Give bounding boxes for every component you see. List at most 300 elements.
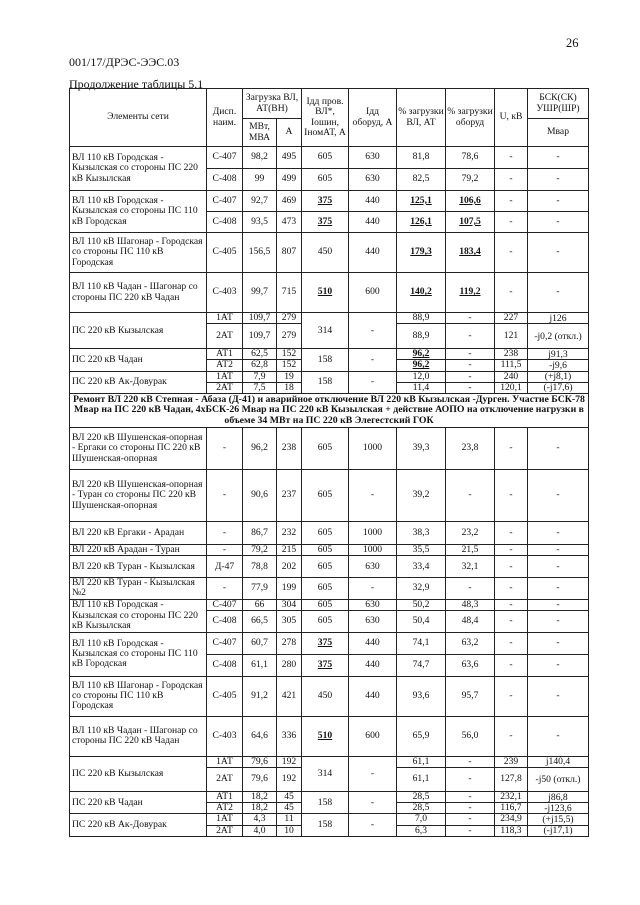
u-cell: - [495, 233, 528, 273]
disp-cell: 2АТ [207, 382, 243, 393]
pct-line-cell: 140,2 [397, 273, 446, 313]
u-cell: - [495, 428, 528, 470]
header-pct-equip: % загрузки оборуд [446, 89, 495, 147]
pct-line-cell: 82,5 [397, 169, 446, 191]
pct-equip-cell: 107,5 [446, 212, 495, 233]
mvar-cell: (+j15,5) [528, 814, 589, 825]
idd-equip-cell: 630 [349, 556, 397, 578]
table-row [70, 273, 589, 313]
load-a-cell: 215 [277, 545, 302, 556]
load-mw-cell: 109,7 [243, 313, 277, 324]
idd-line-cell: 510 [302, 273, 349, 313]
pct-line-cell: 96,2 [397, 360, 446, 371]
mvar-cell: - [528, 273, 589, 313]
mvar-cell: - [528, 233, 589, 273]
load-mw-cell: 98,2 [243, 147, 277, 169]
load-a-cell: 192 [277, 768, 302, 792]
load-a-cell: 238 [277, 428, 302, 470]
substation-name: ПС 220 кВ Ак-Довурак [70, 814, 207, 836]
u-cell: 232,1 [495, 792, 528, 803]
pct-equip-cell: 56,0 [446, 716, 495, 756]
idd-line-cell: 450 [302, 676, 349, 716]
pct-equip-cell: 63,2 [446, 632, 495, 654]
idd-line-cell: 375 [302, 632, 349, 654]
disp-cell: С-403 [207, 273, 243, 313]
disp-cell: - [207, 545, 243, 556]
disp-cell: АТ2 [207, 360, 243, 371]
idd-line-cell: 375 [302, 654, 349, 676]
disp-cell: АТ1 [207, 792, 243, 803]
mvar-cell: - [528, 212, 589, 233]
pct-equip-cell: - [446, 803, 495, 814]
idd-equip-cell: 600 [349, 716, 397, 756]
pct-line-cell: 96,2 [397, 349, 446, 360]
table-row [70, 371, 589, 382]
u-cell: 234,9 [495, 814, 528, 825]
header-load: Загрузка ВЛ, АТ(ВН) [243, 89, 302, 119]
disp-cell: 2АТ [207, 768, 243, 792]
idd-line-cell: 605 [302, 428, 349, 470]
idd-equip-cell: 440 [349, 191, 397, 212]
element-name: ВЛ 220 кВ Ергаки - Арадан [70, 522, 207, 545]
table-row [70, 676, 589, 716]
idd-line-cell: 605 [302, 599, 349, 610]
pct-line-cell: 7,0 [397, 814, 446, 825]
load-mw-cell: 156,5 [243, 233, 277, 273]
disp-cell: 2АТ [207, 825, 243, 836]
load-a-cell: 202 [277, 556, 302, 578]
mvar-cell: - [528, 428, 589, 470]
load-a-cell: 18 [277, 382, 302, 393]
idd-line-cell: 158 [302, 371, 349, 393]
header-bsk: БСК(СК) УШР(ШР) [528, 89, 589, 119]
load-mw-cell: 79,6 [243, 756, 277, 767]
mvar-cell: j140,4 [528, 756, 589, 767]
pct-equip-cell: - [446, 360, 495, 371]
element-name: ВЛ 110 кВ Чадан - Шагонар со стороны ПС 220 кВ Чадан [70, 273, 207, 313]
pct-line-cell: 28,5 [397, 792, 446, 803]
idd-equip-cell: 600 [349, 273, 397, 313]
table-row [70, 470, 589, 522]
load-mw-cell: 90,6 [243, 470, 277, 522]
pct-line-cell: 32,9 [397, 578, 446, 599]
idd-line-cell: 450 [302, 233, 349, 273]
idd-equip-cell: - [349, 756, 397, 791]
load-table [69, 88, 589, 837]
table-header [70, 89, 589, 147]
header-pct-line: % загрузки ВЛ, АТ [397, 89, 446, 147]
table-row [70, 814, 589, 825]
u-cell: - [495, 212, 528, 233]
u-cell: 111,5 [495, 360, 528, 371]
u-cell: - [495, 599, 528, 610]
disp-cell: - [207, 578, 243, 599]
table-row [70, 792, 589, 803]
load-mw-cell: 7,5 [243, 382, 277, 393]
pct-equip-cell: - [446, 324, 495, 349]
load-mw-cell: 66,5 [243, 610, 277, 632]
load-a-cell: 421 [277, 676, 302, 716]
pct-equip-cell: 119,2 [446, 273, 495, 313]
idd-equip-cell: 440 [349, 654, 397, 676]
u-cell: 238 [495, 349, 528, 360]
element-name: ВЛ 110 кВ Городская - Кызылская со стороны ПС 110 кВ Городская [70, 632, 207, 676]
mvar-cell: - [528, 716, 589, 756]
load-a-cell: 279 [277, 324, 302, 349]
substation-name: ПС 220 кВ Чадан [70, 792, 207, 814]
disp-cell: С-405 [207, 233, 243, 273]
load-a-cell: 473 [277, 212, 302, 233]
pct-equip-cell: 183,4 [446, 233, 495, 273]
load-a-cell: 280 [277, 654, 302, 676]
idd-equip-cell: 440 [349, 212, 397, 233]
idd-equip-cell: 1000 [349, 522, 397, 545]
mvar-cell: - [528, 191, 589, 212]
pct-line-cell: 38,3 [397, 522, 446, 545]
element-name: ВЛ 110 кВ Шагонар - Городская со стороны ПС 110 кВ Городская [70, 233, 207, 273]
section-row [70, 394, 589, 428]
u-cell: - [495, 191, 528, 212]
load-mw-cell: 7,9 [243, 371, 277, 382]
idd-line-cell: 314 [302, 756, 349, 791]
idd-line-cell: 605 [302, 470, 349, 522]
substation-name: ПС 220 кВ Кызылская [70, 756, 207, 791]
mvar-cell: - [528, 522, 589, 545]
disp-cell: Д-47 [207, 556, 243, 578]
load-a-cell: 807 [277, 233, 302, 273]
mvar-cell: (-j17,6) [528, 382, 589, 393]
pct-line-cell: 50,4 [397, 610, 446, 632]
pct-line-cell: 74,1 [397, 632, 446, 654]
load-mw-cell: 18,2 [243, 803, 277, 814]
idd-equip-cell: - [349, 792, 397, 814]
disp-cell: 1АТ [207, 814, 243, 825]
load-mw-cell: 62,8 [243, 360, 277, 371]
idd-equip-cell: 630 [349, 169, 397, 191]
table-body [70, 147, 589, 837]
u-cell: - [495, 522, 528, 545]
table-row [70, 716, 589, 756]
idd-equip-cell: - [349, 313, 397, 349]
header-idd-line: Iдд пров. ВЛ*, Iошин, IномАТ, А [302, 89, 349, 147]
pct-equip-cell: 79,2 [446, 169, 495, 191]
pct-equip-cell: - [446, 313, 495, 324]
idd-line-cell: 605 [302, 522, 349, 545]
disp-cell: 1АТ [207, 313, 243, 324]
table-row [70, 313, 589, 324]
pct-equip-cell: - [446, 756, 495, 767]
load-a-cell: 279 [277, 313, 302, 324]
u-cell: - [495, 169, 528, 191]
pct-equip-cell: 106,6 [446, 191, 495, 212]
disp-cell: 1АТ [207, 756, 243, 767]
element-name: ВЛ 110 кВ Шагонар - Городская со стороны ПС 110 кВ Городская [70, 676, 207, 716]
load-a-cell: 469 [277, 191, 302, 212]
disp-cell: - [207, 522, 243, 545]
disp-cell: С-407 [207, 191, 243, 212]
element-name: ВЛ 110 кВ Городская - Кызылская со стороны ПС 220 кВ Кызылская [70, 599, 207, 632]
header-a: А [277, 119, 302, 147]
idd-line-cell: 375 [302, 191, 349, 212]
u-cell: - [495, 578, 528, 599]
element-name: ВЛ 220 кВ Туран - Кызылская №2 [70, 578, 207, 599]
disp-cell: 2АТ [207, 324, 243, 349]
mvar-cell: (-j17,1) [528, 825, 589, 836]
mvar-cell: - [528, 470, 589, 522]
idd-line-cell: 158 [302, 349, 349, 371]
pct-equip-cell: 95,7 [446, 676, 495, 716]
substation-name: ПС 220 кВ Чадан [70, 349, 207, 371]
load-mw-cell: 62,5 [243, 349, 277, 360]
header-mvar: Мвар [528, 119, 589, 147]
u-cell: - [495, 632, 528, 654]
pct-equip-cell: - [446, 792, 495, 803]
pct-line-cell: 39,2 [397, 470, 446, 522]
mvar-cell: - [528, 599, 589, 610]
load-a-cell: 192 [277, 756, 302, 767]
idd-line-cell: 158 [302, 792, 349, 814]
load-mw-cell: 109,7 [243, 324, 277, 349]
load-a-cell: 336 [277, 716, 302, 756]
mvar-cell: - [528, 676, 589, 716]
pct-line-cell: 33,4 [397, 556, 446, 578]
pct-line-cell: 12,0 [397, 371, 446, 382]
pct-equip-cell: - [446, 825, 495, 836]
table-row [70, 349, 589, 360]
load-mw-cell: 79,6 [243, 768, 277, 792]
load-mw-cell: 66 [243, 599, 277, 610]
load-mw-cell: 78,8 [243, 556, 277, 578]
u-cell: - [495, 273, 528, 313]
pct-equip-cell: - [446, 814, 495, 825]
element-name: ВЛ 110 кВ Городская - Кызылская со стороны ПС 110 кВ Городская [70, 191, 207, 233]
mvar-cell: - [528, 147, 589, 169]
idd-equip-cell: 440 [349, 676, 397, 716]
element-name: ВЛ 110 кВ Чадан - Шагонар со стороны ПС 220 кВ Чадан [70, 716, 207, 756]
section-title: Ремонт ВЛ 220 кВ Степная - Абаза (Д-41) и аварийное отключение ВЛ 220 кВ Кызылская -Дурген. Участие БСК-78 Мвар на ПС 220 кВ Чадан, 4хБСК-26 Мвар на ПС 220 кВ Кызылская + действие АОПО на отключение нагрузки в объеме 34 МВт на ПС 220 кВ Элегестский ГОК [70, 394, 589, 428]
load-a-cell: 232 [277, 522, 302, 545]
load-a-cell: 152 [277, 360, 302, 371]
load-a-cell: 499 [277, 169, 302, 191]
load-mw-cell: 61,1 [243, 654, 277, 676]
idd-line-cell: 314 [302, 313, 349, 349]
disp-cell: С-403 [207, 716, 243, 756]
u-cell: - [495, 716, 528, 756]
u-cell: 121 [495, 324, 528, 349]
load-mw-cell: 96,2 [243, 428, 277, 470]
page-number: 26 [566, 36, 579, 50]
pct-equip-cell: 21,5 [446, 545, 495, 556]
pct-line-cell: 61,1 [397, 756, 446, 767]
idd-equip-cell: - [349, 470, 397, 522]
load-mw-cell: 91,2 [243, 676, 277, 716]
pct-line-cell: 88,9 [397, 324, 446, 349]
load-mw-cell: 99 [243, 169, 277, 191]
mvar-cell: -j50 (откл.) [528, 768, 589, 792]
element-name: ВЛ 220 кВ Шушенская-опорная - Ергаки со стороны ПС 220 кВ Шушенская-опорная [70, 428, 207, 470]
load-mw-cell: 18,2 [243, 792, 277, 803]
substation-name: ПС 220 кВ Ак-Довурак [70, 371, 207, 393]
load-a-cell: 11 [277, 814, 302, 825]
idd-equip-cell: - [349, 371, 397, 393]
header-disp: Дисп. наим. [207, 89, 243, 147]
table-caption: Продолжение таблицы 5.1 [69, 77, 204, 91]
u-cell: - [495, 545, 528, 556]
pct-line-cell: 179,3 [397, 233, 446, 273]
element-name: ВЛ 220 кВ Арадан - Туран [70, 545, 207, 556]
disp-cell: С-408 [207, 610, 243, 632]
load-mw-cell: 86,7 [243, 522, 277, 545]
mvar-cell: - [528, 556, 589, 578]
u-cell: 227 [495, 313, 528, 324]
load-a-cell: 304 [277, 599, 302, 610]
mvar-cell: - [528, 169, 589, 191]
pct-line-cell: 88,9 [397, 313, 446, 324]
document-code: 001/17/ДРЭС-ЭЭС.03 [69, 55, 180, 69]
table-row [70, 756, 589, 767]
pct-equip-cell: 48,4 [446, 610, 495, 632]
load-mw-cell: 93,5 [243, 212, 277, 233]
load-a-cell: 278 [277, 632, 302, 654]
table-row [70, 522, 589, 545]
pct-equip-cell: - [446, 349, 495, 360]
u-cell: 127,8 [495, 768, 528, 792]
pct-equip-cell: 63,6 [446, 654, 495, 676]
idd-equip-cell: 630 [349, 610, 397, 632]
mvar-cell: j86,8 [528, 792, 589, 803]
load-a-cell: 715 [277, 273, 302, 313]
header-elements: Элементы сети [70, 89, 207, 147]
disp-cell: 1АТ [207, 371, 243, 382]
pct-equip-cell: - [446, 470, 495, 522]
u-cell: 116,7 [495, 803, 528, 814]
mvar-cell: j126 [528, 313, 589, 324]
pct-equip-cell: 78,6 [446, 147, 495, 169]
load-a-cell: 495 [277, 147, 302, 169]
u-cell: - [495, 470, 528, 522]
idd-line-cell: 605 [302, 556, 349, 578]
pct-line-cell: 81,8 [397, 147, 446, 169]
load-a-cell: 10 [277, 825, 302, 836]
table-row [70, 147, 589, 169]
idd-equip-cell: - [349, 578, 397, 599]
pct-line-cell: 74,7 [397, 654, 446, 676]
idd-equip-cell: 440 [349, 233, 397, 273]
pct-equip-cell: 32,1 [446, 556, 495, 578]
load-a-cell: 19 [277, 371, 302, 382]
header-mw: МВт, МВА [243, 119, 277, 147]
disp-cell: С-407 [207, 147, 243, 169]
load-mw-cell: 77,9 [243, 578, 277, 599]
pct-line-cell: 65,9 [397, 716, 446, 756]
mvar-cell: -j123,6 [528, 803, 589, 814]
load-mw-cell: 99,7 [243, 273, 277, 313]
table-row [70, 233, 589, 273]
pct-line-cell: 61,1 [397, 768, 446, 792]
element-name: ВЛ 220 кВ Шушенская-опорная - Туран со стороны ПС 220 кВ Шушенская-опорная [70, 470, 207, 522]
mvar-cell: - [528, 654, 589, 676]
mvar-cell: (+j8,1) [528, 371, 589, 382]
load-mw-cell: 64,6 [243, 716, 277, 756]
table-row [70, 428, 589, 470]
header-u: U, кВ [495, 89, 528, 147]
pct-line-cell: 39,3 [397, 428, 446, 470]
idd-line-cell: 605 [302, 545, 349, 556]
idd-equip-cell: 440 [349, 632, 397, 654]
u-cell: - [495, 610, 528, 632]
idd-line-cell: 605 [302, 169, 349, 191]
load-a-cell: 45 [277, 792, 302, 803]
pct-line-cell: 28,5 [397, 803, 446, 814]
pct-line-cell: 126,1 [397, 212, 446, 233]
load-mw-cell: 79,2 [243, 545, 277, 556]
element-name: ВЛ 220 кВ Туран - Кызылская [70, 556, 207, 578]
pct-line-cell: 35,5 [397, 545, 446, 556]
table-row [70, 545, 589, 556]
u-cell: - [495, 147, 528, 169]
pct-line-cell: 50,2 [397, 599, 446, 610]
load-mw-cell: 92,7 [243, 191, 277, 212]
disp-cell: АТ2 [207, 803, 243, 814]
idd-equip-cell: - [349, 814, 397, 836]
idd-line-cell: 605 [302, 578, 349, 599]
idd-line-cell: 158 [302, 814, 349, 836]
mvar-cell: - [528, 578, 589, 599]
disp-cell: С-408 [207, 654, 243, 676]
idd-line-cell: 510 [302, 716, 349, 756]
load-a-cell: 237 [277, 470, 302, 522]
substation-name: ПС 220 кВ Кызылская [70, 313, 207, 349]
pct-equip-cell: - [446, 578, 495, 599]
pct-line-cell: 11,4 [397, 382, 446, 393]
pct-equip-cell: 48,3 [446, 599, 495, 610]
disp-cell: С-405 [207, 676, 243, 716]
idd-equip-cell: 1000 [349, 428, 397, 470]
load-a-cell: 305 [277, 610, 302, 632]
disp-cell: АТ1 [207, 349, 243, 360]
load-a-cell: 199 [277, 578, 302, 599]
u-cell: - [495, 556, 528, 578]
disp-cell: С-408 [207, 169, 243, 191]
pct-equip-cell: - [446, 768, 495, 792]
pct-line-cell: 125,1 [397, 191, 446, 212]
idd-line-cell: 375 [302, 212, 349, 233]
table-row [70, 599, 589, 610]
u-cell: - [495, 676, 528, 716]
idd-equip-cell: 630 [349, 599, 397, 610]
pct-equip-cell: - [446, 382, 495, 393]
mvar-cell: -j0,2 (откл.) [528, 324, 589, 349]
load-a-cell: 152 [277, 349, 302, 360]
load-mw-cell: 60,7 [243, 632, 277, 654]
load-a-cell: 45 [277, 803, 302, 814]
mvar-cell: j91,3 [528, 349, 589, 360]
u-cell: 240 [495, 371, 528, 382]
load-mw-cell: 4,0 [243, 825, 277, 836]
element-name: ВЛ 110 кВ Городская - Кызылская со стороны ПС 220 кВ Кызылская [70, 147, 207, 191]
disp-cell: С-407 [207, 599, 243, 610]
disp-cell: С-408 [207, 212, 243, 233]
disp-cell: - [207, 470, 243, 522]
pct-line-cell: 6,3 [397, 825, 446, 836]
idd-equip-cell: - [349, 349, 397, 371]
table-row [70, 632, 589, 654]
pct-equip-cell: 23,8 [446, 428, 495, 470]
table-row [70, 191, 589, 212]
pct-equip-cell: - [446, 371, 495, 382]
u-cell: 118,3 [495, 825, 528, 836]
idd-line-cell: 605 [302, 147, 349, 169]
